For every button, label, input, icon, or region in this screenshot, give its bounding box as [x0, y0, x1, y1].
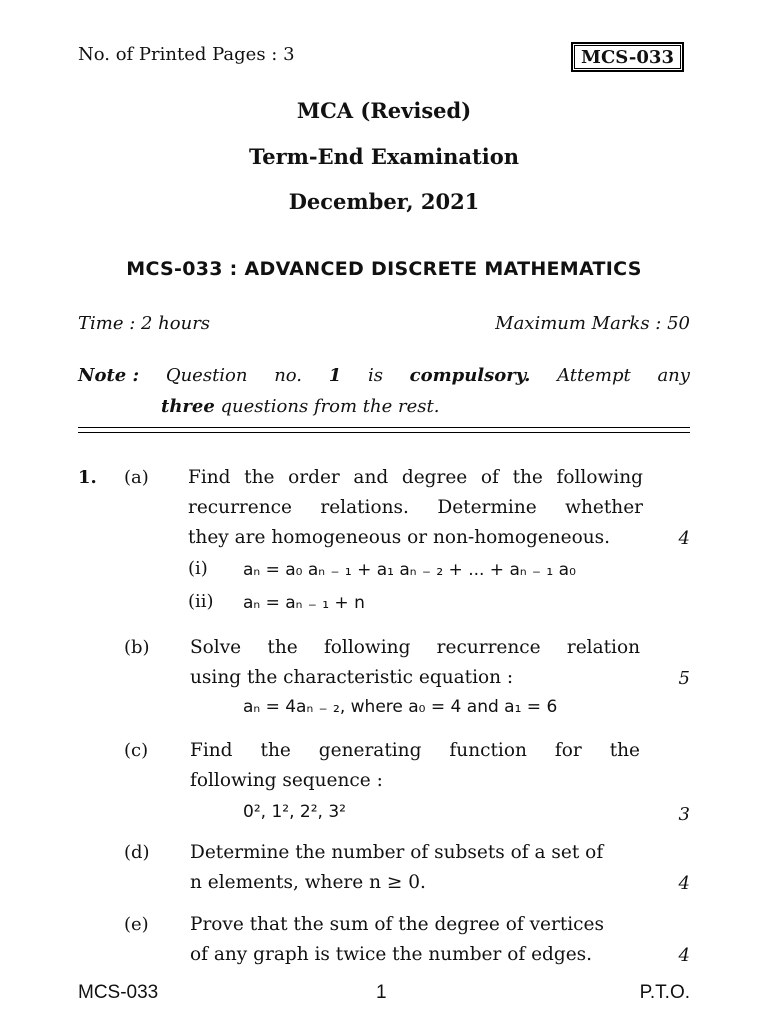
exam-date: December, 2021 — [288, 189, 480, 214]
note-word: is — [367, 365, 383, 386]
part-a-line: Find the order and degree of the following — [188, 467, 643, 488]
recurrence-expression: aₙ = aₙ ₋ ₁ + n — [243, 593, 365, 613]
part-b-line: Solve the following recurrence relation — [190, 637, 640, 658]
note-text: questions from the rest. — [214, 396, 440, 417]
subpart-label: (i) — [188, 558, 208, 579]
part-label: (e) — [124, 914, 149, 935]
marks: 4 — [678, 528, 690, 549]
page-number: 1 — [376, 982, 387, 1003]
time-allowed: Time : 2 hours — [78, 313, 211, 334]
marks: 5 — [678, 668, 690, 689]
part-e-line: of any graph is twice the number of edges. — [190, 944, 593, 965]
marks: 4 — [678, 945, 690, 966]
recurrence-expression: aₙ = a₀ aₙ ₋ ₁ + a₁ aₙ ₋ ₂ + ... + aₙ ₋ ₁ a₀ — [243, 560, 576, 580]
note-word: any — [657, 365, 690, 386]
part-c-line: following sequence : — [190, 770, 383, 791]
note-line-2 — [78, 391, 690, 422]
note-word: Question — [165, 365, 248, 386]
note-line-1 — [78, 360, 690, 391]
part-label: (b) — [124, 637, 150, 658]
note-emphasis: three — [161, 396, 215, 417]
marks: 4 — [678, 873, 690, 894]
note-word: Attempt — [557, 365, 631, 386]
part-b-line: using the characteristic equation : — [190, 667, 514, 688]
question-number: 1. — [78, 467, 97, 488]
subpart-label: (ii) — [188, 591, 214, 612]
course-code-box — [571, 42, 684, 72]
marks: 3 — [678, 804, 690, 825]
note-word: no. — [274, 365, 303, 386]
divider-bottom — [78, 432, 690, 433]
please-turn-over: P.T.O. — [639, 982, 690, 1003]
course-code: MCS-033 — [574, 45, 681, 69]
subject-title: MCS-033 : ADVANCED DISCRETE MATHEMATICS — [126, 258, 642, 280]
part-label: (c) — [124, 740, 149, 761]
divider-top — [78, 427, 690, 428]
part-a-line: recurrence relations. Determine whether — [188, 497, 643, 518]
part-a-line: they are homogeneous or non-homogeneous. — [188, 527, 611, 548]
sequence-expression: 0², 1², 2², 3² — [243, 802, 346, 822]
note-word: compulsory. — [409, 365, 531, 386]
recurrence-expression: aₙ = 4aₙ ₋ ₂, where a₀ = 4 and a₁ = 6 — [243, 697, 558, 717]
part-e-line: Prove that the sum of the degree of vertices — [190, 914, 604, 935]
instructions-note — [78, 360, 690, 422]
part-c-line: Find the generating function for the — [190, 740, 640, 761]
maximum-marks: Maximum Marks : 50 — [495, 313, 690, 334]
part-label: (d) — [124, 842, 150, 863]
part-d-line: Determine the number of subsets of a set of — [190, 842, 604, 863]
program-title: MCA (Revised) — [296, 98, 472, 123]
part-label: (a) — [124, 467, 149, 488]
note-label: Note : — [78, 365, 140, 386]
printed-pages: No. of Printed Pages : 3 — [78, 44, 295, 65]
note-word: 1 — [328, 365, 342, 386]
part-d-line: n elements, where n ≥ 0. — [190, 872, 426, 893]
exam-title: Term-End Examination — [248, 144, 519, 169]
footer-course-code: MCS-033 — [78, 982, 159, 1003]
